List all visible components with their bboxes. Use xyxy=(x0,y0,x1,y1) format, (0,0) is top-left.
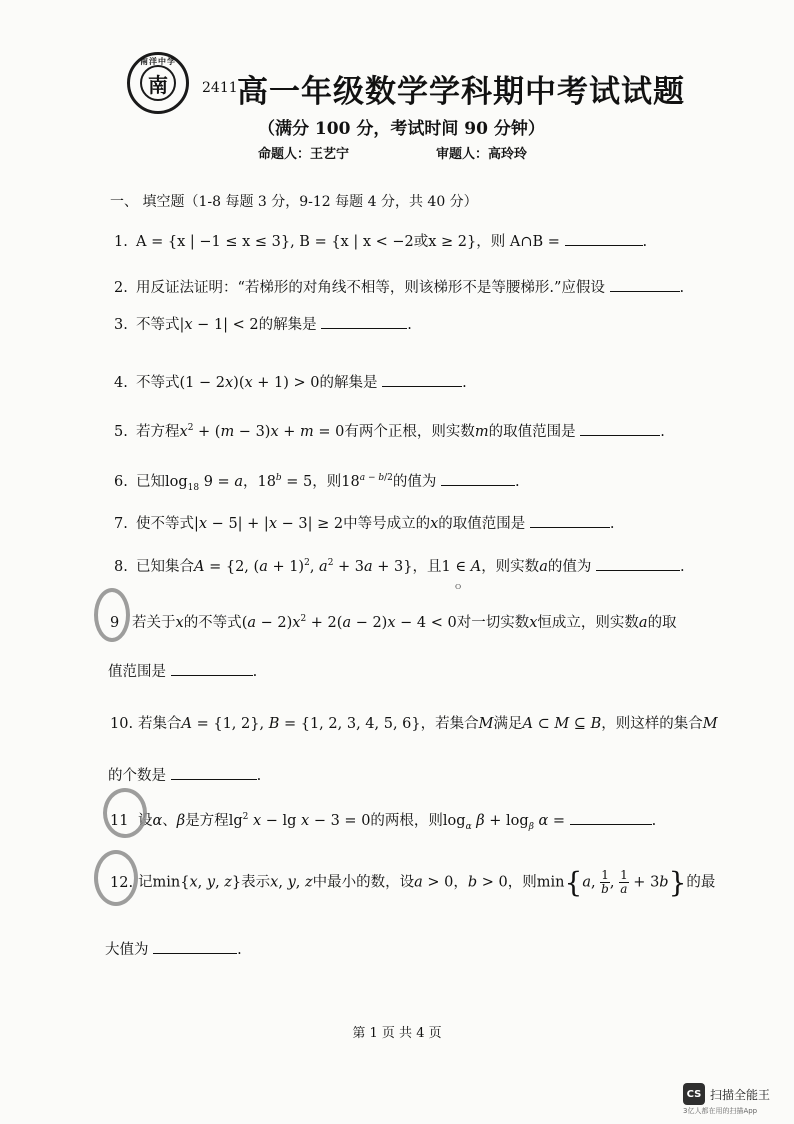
answer-blank-6[interactable] xyxy=(441,471,515,486)
pencil-circle-icon xyxy=(94,588,130,642)
question-11: 11 设α、β是方程$\lg^2 x - \lg x - 3 = 0$的两根，则$\log_\alpha \beta + \log_\beta \alpha$ = . xyxy=(110,809,656,832)
answer-blank-8[interactable] xyxy=(596,556,680,571)
question-10-cont: 的个数是 . xyxy=(108,764,261,785)
answer-blank-1[interactable] xyxy=(565,231,643,246)
exam-subtitle: （满分 100 分，考试时间 90 分钟） xyxy=(258,119,545,139)
question-8: 8. 已知集合A = {2, $(a + 1)^2$, $a^2 + 3a + 3$}，且1 ∈ A，则实数a的值为 . xyxy=(114,555,685,576)
stray-pencil-mark: ᴼ xyxy=(455,582,462,596)
exam-reviewer: 审题人：高玲玲 xyxy=(436,147,528,162)
question-2: 2. 用反证法证明：“若梯形的对角线不相等，则该梯形不是等腰梯形.”应假设 . xyxy=(114,276,684,297)
question-9: 9 若关于x的不等式$(a - 2)x^2 + 2(a - 2)x - 4 < 0$对一切实数x恒成立，则实数a的取 xyxy=(110,614,677,631)
answer-blank-4[interactable] xyxy=(382,372,462,387)
answer-blank-3[interactable] xyxy=(321,314,407,329)
page-footer: 第 1 页 共 4 页 xyxy=(352,1026,442,1041)
page-title: 高一年级数学学科期中考试试题 xyxy=(237,74,685,110)
camscanner-logo-icon: CS xyxy=(683,1083,705,1105)
question-12-cont: 大值为 . xyxy=(105,938,242,959)
answer-blank-7[interactable] xyxy=(530,513,610,528)
question-7: 7. 使不等式|x − 5| + |x − 3| ≥ 2中等号成立的x的取值范围是 . xyxy=(114,512,614,533)
question-5: 5. 若方程$x^2 + (m - 3)x + m = 0$有两个正根，则实数m的取值范围是 . xyxy=(114,420,665,441)
pencil-circle-icon xyxy=(103,788,147,838)
answer-blank-5[interactable] xyxy=(580,421,660,436)
question-9-cont: 值范围是 . xyxy=(108,660,257,681)
question-3: 3. 不等式|x − 1| < 2的解集是 . xyxy=(114,313,412,334)
scanner-watermark: CS 扫描全能王 xyxy=(683,1083,770,1105)
exam-setter: 命题人：王艺宁 xyxy=(258,147,350,162)
answer-blank-12[interactable] xyxy=(153,939,237,954)
answer-blank-9[interactable] xyxy=(171,661,253,676)
answer-blank-11[interactable] xyxy=(570,810,652,825)
question-12: 12. 记min{x, y, z}表示x, y, z中最小的数，设a > 0，b > 0，则min{a, $\frac{1}{b}$ , $\frac{1}{a}$ + 3b}的最 xyxy=(110,866,716,899)
question-10: 10. 若集合A = {1, 2}, B = {1, 2, 3, 4, 5, 6}，若集合M满足A ⊂ M ⊆ B，则这样的集合M xyxy=(110,716,718,732)
answer-blank-10[interactable] xyxy=(171,765,257,780)
school-logo-icon: 南洋中学 南 xyxy=(127,52,189,114)
watermark-subtitle: 3亿人都在用的扫描App xyxy=(683,1107,758,1115)
exam-code: 2411 xyxy=(202,80,238,96)
question-1: 1. A = {x | −1 ≤ x ≤ 3}, B = {x | x < −2或x ≥ 2}，则 A∩B = . xyxy=(114,230,647,251)
pencil-circle-icon xyxy=(94,850,138,906)
question-6: 6. 已知$\log_{18} 9 = a$，$18^b = 5$，则$18^{a - b/2}$的值为 . xyxy=(114,470,520,493)
answer-blank-2[interactable] xyxy=(610,277,680,292)
question-4: 4. 不等式(1 − 2x)(x + 1) > 0的解集是 . xyxy=(114,371,467,392)
section-heading: 一、 填空题（1-8 每题 3 分，9-12 每题 4 分，共 40 分） xyxy=(110,194,478,210)
